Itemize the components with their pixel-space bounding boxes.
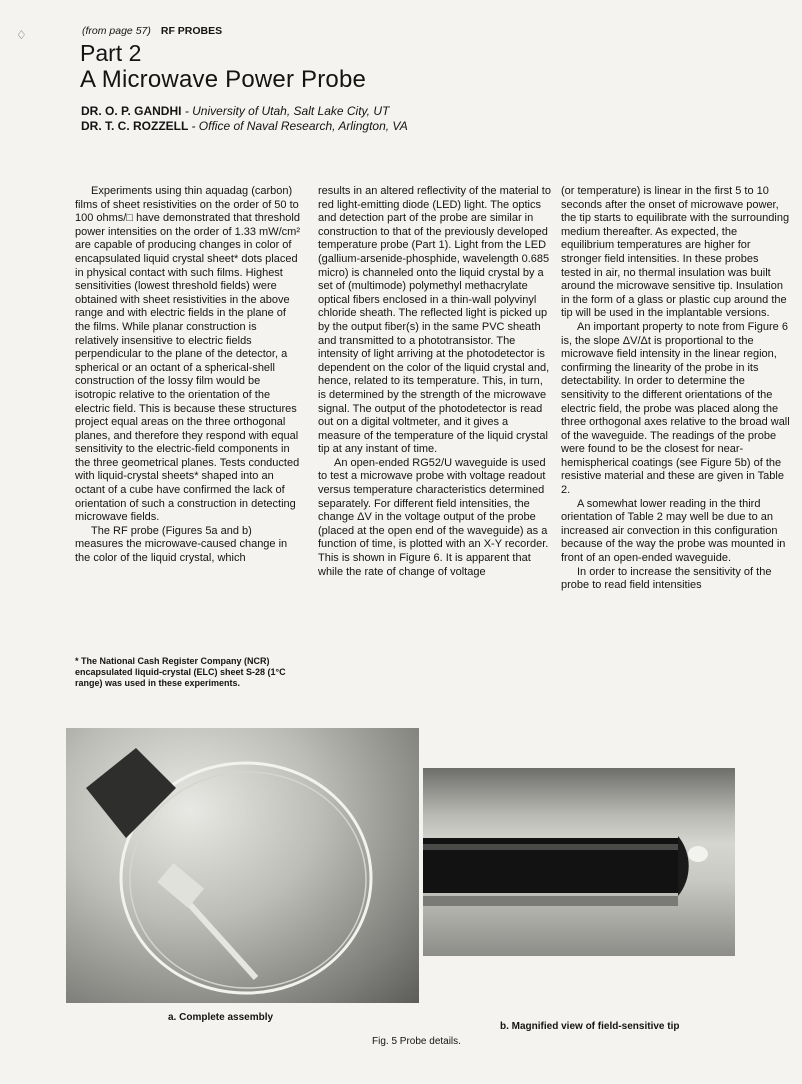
figure-label: Fig. 5 Probe details.	[372, 1036, 461, 1047]
probe-tip-illustration	[423, 768, 735, 956]
photo-complete-assembly	[66, 728, 419, 1003]
running-header	[82, 25, 222, 37]
author-name: DR. T. C. ROZZELL	[81, 119, 189, 133]
text-column-1	[75, 185, 303, 566]
paragraph: results in an altered reflectivity of the material to red light-emitting diode (LED) light. The optics and detection part of the probe are similar in construction to that of the previously developed temperature probe (Part 1). Light from the LED (gallium-arsenide-phosphide, wavelength 0.685 micro) is channeled onto the liquid crystal by a set of (multimode) polymethyl methacrylate optical fibers enclosed in a thin-wall polyvinyl chloride sheath. The reflected light is picked up by the output fiber(s) in the same PVC sheath and transmitted to a phototransistor. The intensity of light arriving at the photodetector is dependent on the color of the liquid crystal and, hence, related to its temperature. This, in turn, is determined by the strength of the microwave signal. The output of the photodetector is read out on a digital voltmeter, and it gives a measure of the temperature of the liquid crystal tip at any instant of time.	[318, 185, 551, 456]
author-affiliation: - University of Utah, Salt Lake City, UT	[184, 104, 390, 118]
author-line	[81, 104, 389, 119]
paragraph: An important property to note from Figure 6 is, the slope ΔV/Δt is proportional to the microwave field intensity in the linear region, confirming the linearity of the probe in its detectability. In order to determine the sensitivity to the different orientations of the electric field, the probe was placed along the three orthogonal axes relative to the broad wall of the waveguide. The readings of the probe were found to be the closest for near-hemispherical coatings (see Figure 5b) of the resistive material and these are given in Table 2.	[561, 320, 790, 497]
footnote: * The National Cash Register Company (NCR) encapsulated liquid-crystal (ELC) sheet S-28 (1°C range) was used in these experiments.	[75, 656, 286, 688]
runner-page: (from page 57)	[82, 25, 151, 37]
paragraph: (or temperature) is linear in the first 5 to 10 seconds after the onset of microwave power, the tip starts to equilibrate with the surrounding medium thereafter. As expected, the equilibrium temperatures are higher for stronger field intensities. In these probes tested in air, no thermal insulation was built around the microwave sensitive tip. Insulation in the form of a glass or plastic cup around the tip will be used in the implantable versions.	[561, 185, 790, 320]
paragraph: Experiments using thin aquadag (carbon) films of sheet resistivities on the order of 50 to 100 ohms/□ have demonstrated that threshold power intensities on the order of 1.33 mW/cm² are capable of producing changes in color of encapsulated liquid crystal sheet* dots placed in physical contact with such films. Highest sensitivities (lowest threshold fields) were obtained with sheet resistivities in the above range and with electric fields in the plane of the films. While planar construction is relatively insensitive to electric fields perpendicular to the plane of the detector, a spherical or an octant of a spherical-shell construction of the lossy film would be isotropic relative to the orientation of the electric field. This is because these structures project equal areas on the three orthogonal planes, and therefore they respond with equal sensitivity to the electric-field components in the three geometrical planes. Tests conducted with liquid-crystal sheets* shaped into an octant of a cube have confirmed the lack of orientation of such a construction in detecting microwave fields.	[75, 185, 300, 524]
probe-assembly-illustration	[66, 728, 419, 1003]
author-affiliation: - Office of Naval Research, Arlington, VA	[191, 119, 408, 133]
paragraph: A somewhat lower reading in the third orientation of Table 2 may well be due to an increased air convection in this configuration because of the way the probe was mounted in front of an open-ended waveguide.	[561, 497, 786, 565]
text-column-3	[561, 185, 791, 593]
paragraph: In order to increase the sensitivity of the probe to read field intensities	[561, 565, 772, 592]
margin-mark: ♢	[16, 28, 27, 42]
paragraph: An open-ended RG52/U waveguide is used to test a microwave probe with voltage readout versus temperature characteristics determined separately. For different field intensities, the change ΔV in the voltage output of the probe (placed at the open end of the waveguide) as a function of time, is plotted with an X-Y recorder. This is shown in Figure 6. It is apparent that while the rate of change of voltage	[318, 456, 549, 578]
part-label: Part 2	[80, 40, 142, 66]
figure-caption-a: a. Complete assembly	[168, 1012, 274, 1023]
text-column-2	[318, 185, 552, 579]
article-title: A Microwave Power Probe	[80, 66, 367, 93]
runner-section: RF PROBES	[160, 25, 223, 37]
photo-field-sensitive-tip	[423, 768, 735, 956]
paragraph: The RF probe (Figures 5a and b) measures the microwave-caused change in the color of the liquid crystal, which	[75, 524, 288, 565]
author-line	[81, 119, 408, 134]
figure-caption-b: b. Magnified view of field-sensitive tip	[500, 1021, 680, 1032]
author-name: DR. O. P. GANDHI	[81, 104, 182, 118]
